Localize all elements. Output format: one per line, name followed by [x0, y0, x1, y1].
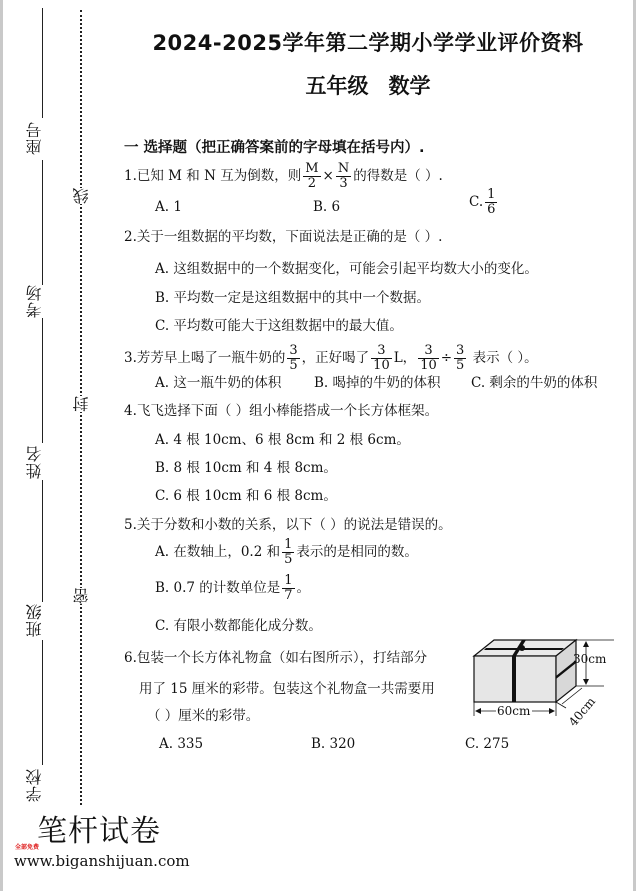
q5-option-a[interactable]: A. 在数轴上，0.2 和 $\frac{1}{5}$ 表示的是相同的数。 [155, 537, 418, 567]
question-6-stem-line1: 6.包装一个长方体礼物盒（如右图所示），打结部分 [124, 650, 428, 666]
q3-option-a[interactable]: A. 这一瓶牛奶的体积 [155, 375, 282, 391]
q3-option-b[interactable]: B. 喝掉的牛奶的体积 [314, 375, 441, 391]
fill-line-room[interactable] [42, 160, 43, 285]
q6-option-a[interactable]: A. 335 [159, 736, 204, 752]
fill-line-seat[interactable] [42, 8, 43, 118]
label-class: 班级 [25, 603, 44, 637]
q2-option-a[interactable]: A. 这组数据中的一个数据变化，可能会引起平均数大小的变化。 [155, 261, 538, 277]
q6-option-c[interactable]: C. 275 [465, 736, 510, 752]
q2-option-b[interactable]: B. 平均数一定是这组数据中的其中一个数据。 [155, 290, 431, 306]
fill-line-school[interactable] [42, 640, 43, 765]
exam-title: 2024-2025学年第二学期小学学业评价资料 [152, 31, 584, 55]
subject-label: 数学 [388, 74, 431, 98]
seal-mark-feng: 封 [72, 396, 91, 412]
grade-label: 五年级 [305, 74, 369, 98]
question-1-stem [124, 162, 443, 191]
watermark-free-tag: 全部免费 [15, 844, 40, 851]
question-6-stem-line3: （ ）厘米的彩带。 [147, 708, 260, 724]
operator: × [322, 168, 334, 184]
q4-option-c[interactable]: C. 6 根 10cm 和 6 根 8cm。 [155, 488, 337, 504]
gift-box-figure [466, 636, 616, 729]
q2-option-c[interactable]: C. 平均数可能大于这组数据中的最大值。 [155, 318, 403, 334]
stem-text: 已知 M 和 N 互为倒数，则 [136, 168, 302, 184]
dimension-height: 30cm [573, 652, 607, 666]
label-exam-room: 考场 [25, 284, 44, 318]
q5-option-b[interactable]: B. 0.7 的计数单位是 $\frac{1}{7}$ 。 [155, 573, 311, 603]
q1-option-c[interactable]: C. $\frac{1}{6}$ [469, 187, 496, 217]
q1-option-a[interactable]: A. 1 [155, 199, 182, 215]
label-school: 学校 [25, 768, 44, 802]
question-4-stem: 4.飞飞选择下面（ ）组小棒能搭成一个长方体框架。 [124, 403, 439, 419]
q3-option-c[interactable]: C. 剩余的牛奶的体积 [471, 375, 598, 391]
label-name: 姓名 [25, 445, 44, 479]
fill-line-class[interactable] [42, 480, 43, 602]
q1-option-b[interactable]: B. 6 [313, 199, 341, 215]
question-number: 1. [124, 168, 137, 184]
watermark-brand: 笔杆试卷 [37, 814, 161, 849]
fraction: $\frac{N}{3}$ [337, 161, 350, 191]
watermark-url[interactable]: www.biganshijuan.com [14, 852, 190, 870]
question-3-stem: 3.芳芳早上喝了一瓶牛奶的 $\frac{3}{5}$ ，正好喝了 $\frac{3}{10}$ L， $\frac{3}{10}$ ÷ $\frac{3}{5}$ 表示（ ）。 [124, 343, 538, 373]
question-5-stem: 5.关于分数和小数的关系，以下（ ）的说法是错误的。 [124, 517, 452, 533]
q4-option-a[interactable]: A. 4 根 10cm、6 根 8cm 和 2 根 6cm。 [155, 432, 410, 448]
q5-option-c[interactable]: C. 有限小数都能化成分数。 [155, 618, 322, 634]
question-6-stem-line2: 用了 15 厘米的彩带。包装这个礼物盒一共需要用 [139, 681, 435, 697]
seal-mark-mi: 密 [72, 588, 91, 604]
fraction: $\frac{M}{2}$ [305, 161, 319, 191]
label-seat-number: 座号 [25, 121, 44, 155]
section-heading: 一 选择题（把正确答案前的字母填在括号内）. [124, 140, 425, 156]
question-2-stem: 2.关于一组数据的平均数，下面说法是正确的是（ ）. [124, 229, 443, 245]
seal-mark-xian: 线 [72, 188, 91, 204]
dimension-length: 60cm [497, 704, 531, 718]
dimension-width: 40cm [566, 694, 599, 729]
exam-subtitle [0, 70, 636, 100]
q6-option-b[interactable]: B. 320 [311, 736, 356, 752]
scan-edge-left [0, 0, 3, 891]
stem-text: 的得数是（ ）. [353, 168, 443, 184]
q4-option-b[interactable]: B. 8 根 10cm 和 4 根 8cm。 [155, 460, 337, 476]
fill-line-name[interactable] [42, 318, 43, 443]
